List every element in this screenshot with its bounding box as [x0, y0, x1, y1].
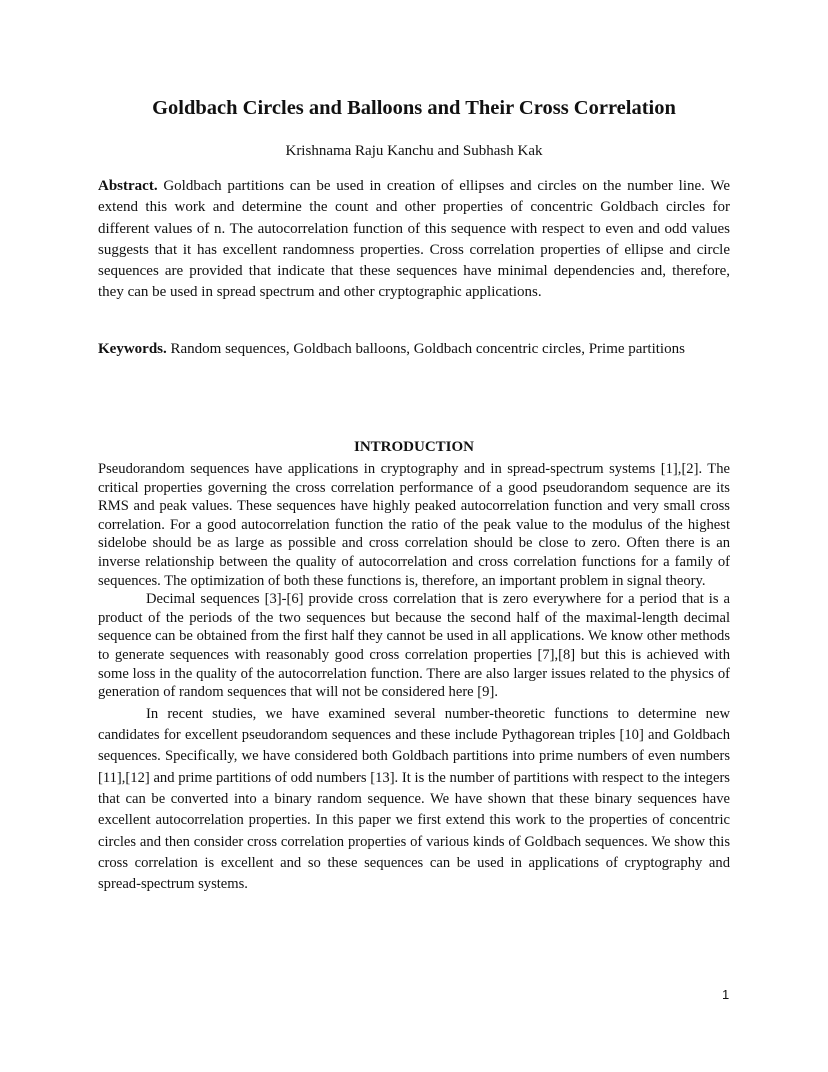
abstract-label: Abstract. [98, 178, 158, 194]
paper-title: Goldbach Circles and Balloons and Their Cross Correlation [152, 97, 676, 119]
abstract-text: Goldbach partitions can be used in creation of ellipses and circles on the number line. We extend this work and determine the count and other properties of concentric Goldbach circles for different values of n. The autocorrelation function of this sequence with respect to even and odd values suggests that it has excellent randomness properties. Cross correlation properties of ellipse and circle sequences are provided that indicate that these sequences have minimal dependencies and, therefore, they can be used in spread spectrum and other cryptographic applications. [98, 178, 730, 301]
section-heading-introduction: INTRODUCTION [353, 439, 474, 455]
intro-paragraph-1: Pseudorandom sequences have applications in cryptography and in spread-spectrum systems [1],[2]. The critical properties governing the cross correlation performance of a good pseudorandom sequence are its RMS and peak values. These sequences have highly peaked autocorrelation function and very small cross correlation. For a good autocorrelation function the ratio of the peak value to the modulus of the highest sidelobe should be as large as possible and cross correlation should be close to zero. Often there is an inverse relationship between the quality of autocorrelation and cross correlation functions for a family of sequences. The optimization of both these functions is, therefore, an important problem in signal theory. [98, 461, 730, 589]
intro-paragraph-2: Decimal sequences [3]-[6] provide cross correlation that is zero everywhere for a period that is a product of the periods of the two sequences but because the second half of the maximal-length decimal sequence can be obtained from the first half they cannot be used in all applications. We know other methods to generate sequences with reasonably good cross correlation properties [7],[8] but this is achieved with some loss in the quality of the autocorrelation function. There are also larger issues related to the physics of generation of random sequences that will not be considered here [9]. [98, 591, 730, 701]
intro-paragraph-3: In recent studies, we have examined several number-theoretic functions to determine new candidates for excellent pseudorandom sequences and these include Pythagorean triples [10] and Goldbach sequences. Specifically, we have considered both Goldbach partitions into prime numbers of even numbers [11],[12] and prime partitions of odd numbers [13]. It is the number of partitions with respect to the integers that can be converted into a binary random sequence. We have shown that these binary sequences have excellent autocorrelation properties. In this paper we first extend this work to the properties of concentric circles and then consider cross correlation properties of various kinds of Goldbach sequences. We show this cross correlation is excellent and so these sequences can be used in applications of cryptography and spread-spectrum systems. [98, 705, 730, 893]
author-list: Krishnama Raju Kanchu and Subhash Kak [285, 143, 543, 159]
keywords-text: Random sequences, Goldbach balloons, Goldbach concentric circles, Prime partitions [170, 341, 685, 357]
page-number: 1 [722, 987, 730, 1002]
introduction-body [98, 460, 730, 895]
abstract-paragraph [98, 176, 730, 304]
keywords-label: Keywords. [98, 341, 167, 357]
keywords-paragraph [98, 339, 730, 360]
